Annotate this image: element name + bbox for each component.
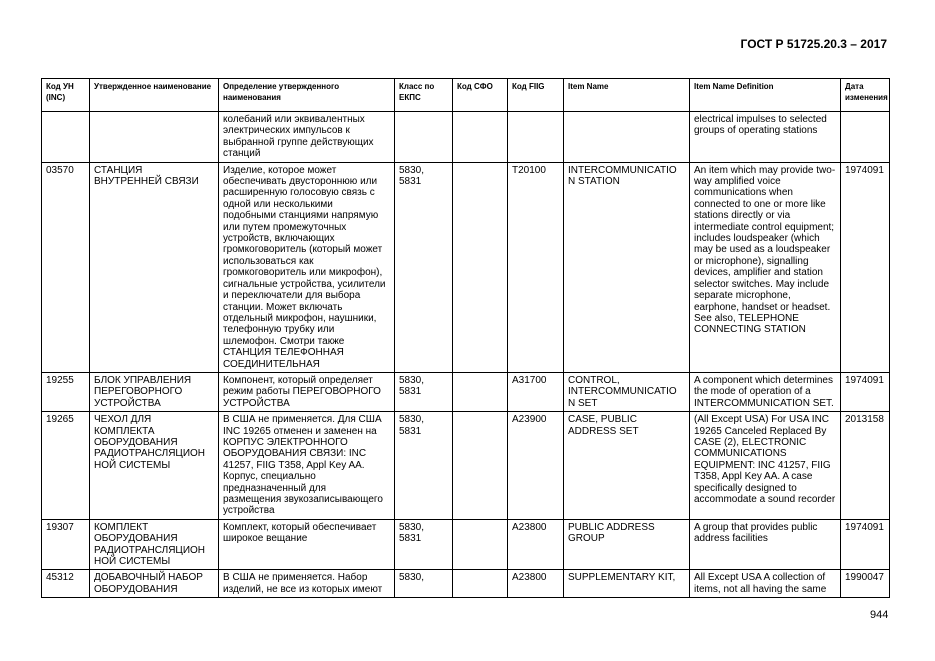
cell-item-name: SUPPLEMENTARY KIT, xyxy=(564,570,690,598)
cell-definition: В США не применяется. Для США INC 19265 отменен и заменен на КОРПУС ЭЛЕКТРОННОГО ОБОРУДОВАНИЯ СВЯЗИ: INC 41257, FIIG T358, Appl Key AA. Корпус, специально предназначенный для размещения звукозаписывающего устройства xyxy=(219,412,395,520)
cell-inc: 19255 xyxy=(42,372,90,411)
cell-fiig-code: A23800 xyxy=(508,570,564,598)
cell-inc: 19265 xyxy=(42,412,90,520)
cell-item-definition: All Except USA A collection of items, not all having the same xyxy=(690,570,841,598)
cell-ekps-class: 5830, 5831 xyxy=(395,372,453,411)
document-title: ГОСТ Р 51725.20.3 – 2017 xyxy=(740,37,887,51)
cell-item-name: CASE, PUBLIC ADDRESS SET xyxy=(564,412,690,520)
classification-table xyxy=(41,78,890,598)
cell-definition: колебаний или эквивалентных электрических импульсов к выбранной группе действующих станций xyxy=(219,112,395,163)
cell-item-name: PUBLIC ADDRESS GROUP xyxy=(564,519,690,570)
cell-fiig-code: T20100 xyxy=(508,162,564,372)
cell-ekps-class: 5830, xyxy=(395,570,453,598)
cell-definition: В США не применяется. Набор изделий, не все из которых имеют xyxy=(219,570,395,598)
cell-item-definition: A group that provides public address facilities xyxy=(690,519,841,570)
cell-item-name: INTERCOMMUNICATIO N STATION xyxy=(564,162,690,372)
cell-definition: Комплект, который обеспечивает широкое вещание xyxy=(219,519,395,570)
header-row xyxy=(42,79,890,112)
cell-ekps-class: 5830, 5831 xyxy=(395,412,453,520)
col-header-sfo-code: Код СФО xyxy=(453,79,508,112)
table-row xyxy=(42,570,890,598)
cell-fiig-code: A23900 xyxy=(508,412,564,520)
cell-change-date xyxy=(841,112,890,163)
cell-sfo-code xyxy=(453,412,508,520)
cell-change-date: 2013158 xyxy=(841,412,890,520)
page-number: 944 xyxy=(870,609,889,621)
cell-approved-name: ЧЕХОЛ ДЛЯ КОМПЛЕКТА ОБОРУДОВАНИЯ РАДИОТРАНСЛЯЦИОН НОЙ СИСТЕМЫ xyxy=(90,412,219,520)
cell-ekps-class xyxy=(395,112,453,163)
cell-sfo-code xyxy=(453,372,508,411)
cell-sfo-code xyxy=(453,112,508,163)
cell-ekps-class: 5830, 5831 xyxy=(395,162,453,372)
col-header-item-name: Item Name xyxy=(564,79,690,112)
cell-change-date: 1974091 xyxy=(841,162,890,372)
cell-change-date: 1974091 xyxy=(841,372,890,411)
cell-inc: 03570 xyxy=(42,162,90,372)
col-header-ekps-class: Класс по ЕКПС xyxy=(395,79,453,112)
table-row xyxy=(42,372,890,411)
cell-definition: Изделие, которое может обеспечивать двустороннюю или расширенную голосовую связь с одной или несколькими подобными станциями напрямую или путем промежуточных устройств, включающих громкоговоритель (который может использоваться как громкоговоритель или микрофон), сигнальные устройства, усилители и переключатели для выбора станции. Может включать отдельный микрофон, наушники, телефонную трубку или шлемофон. Смотри также СТАНЦИЯ ТЕЛЕФОННАЯ СОЕДИНИТЕЛЬНАЯ xyxy=(219,162,395,372)
col-header-inc: Код УН (INC) xyxy=(42,79,90,112)
cell-approved-name: СТАНЦИЯ ВНУТРЕННЕЙ СВЯЗИ xyxy=(90,162,219,372)
table-row xyxy=(42,162,890,372)
cell-item-definition: electrical impulses to selected groups of operating stations xyxy=(690,112,841,163)
col-header-change-date: Дата изменения xyxy=(841,79,890,112)
cell-item-definition: (All Except USA) For USA INC 19265 Canceled Replaced By CASE (2), ELECTRONIC COMMUNICATIONS EQUIPMENT: INC 41257, FIIG T358, Appl Key AA. A case specifically designed to accommodate a sound recorder xyxy=(690,412,841,520)
col-header-approved-name: Утвержденное наименование xyxy=(90,79,219,112)
cell-fiig-code: A23800 xyxy=(508,519,564,570)
col-header-definition: Определение утвержденного наименования xyxy=(219,79,395,112)
cell-fiig-code xyxy=(508,112,564,163)
cell-approved-name: БЛОК УПРАВЛЕНИЯ ПЕРЕГОВОРНОГО УСТРОЙСТВА xyxy=(90,372,219,411)
cell-sfo-code xyxy=(453,162,508,372)
cell-item-definition: An item which may provide two- way amplified voice communications when connected to one or more like stations directly or via intermediate control equipment; includes loudspeaker (which may be used as a loudspeaker or microphone), signalling devices, amplifier and station selector switches. May include separate microphone, earphone, handset or headset. See also, TELEPHONE CONNECTING STATION xyxy=(690,162,841,372)
cell-approved-name: ДОБАВОЧНЫЙ НАБОР ОБОРУДОВАНИЯ xyxy=(90,570,219,598)
col-header-fiig-code: Код FIIG xyxy=(508,79,564,112)
table-row xyxy=(42,412,890,520)
cell-inc: 19307 xyxy=(42,519,90,570)
cell-change-date: 1974091 xyxy=(841,519,890,570)
cell-change-date: 1990047 xyxy=(841,570,890,598)
cell-inc xyxy=(42,112,90,163)
cell-ekps-class: 5830, 5831 xyxy=(395,519,453,570)
cell-fiig-code: A31700 xyxy=(508,372,564,411)
col-header-item-definition: Item Name Definition xyxy=(690,79,841,112)
table-row xyxy=(42,519,890,570)
cell-definition: Компонент, который определяет режим работы ПЕРЕГОВОРНОГО УСТРОЙСТВА xyxy=(219,372,395,411)
cell-sfo-code xyxy=(453,570,508,598)
cell-approved-name: КОМПЛЕКТ ОБОРУДОВАНИЯ РАДИОТРАНСЛЯЦИОН НОЙ СИСТЕМЫ xyxy=(90,519,219,570)
cell-item-name: CONTROL, INTERCOMMUNICATIO N SET xyxy=(564,372,690,411)
cell-item-definition: A component which determines the mode of operation of a INTERCOMMUNICATION SET. xyxy=(690,372,841,411)
cell-sfo-code xyxy=(453,519,508,570)
cell-approved-name xyxy=(90,112,219,163)
cell-item-name xyxy=(564,112,690,163)
table-row xyxy=(42,112,890,163)
cell-inc: 45312 xyxy=(42,570,90,598)
